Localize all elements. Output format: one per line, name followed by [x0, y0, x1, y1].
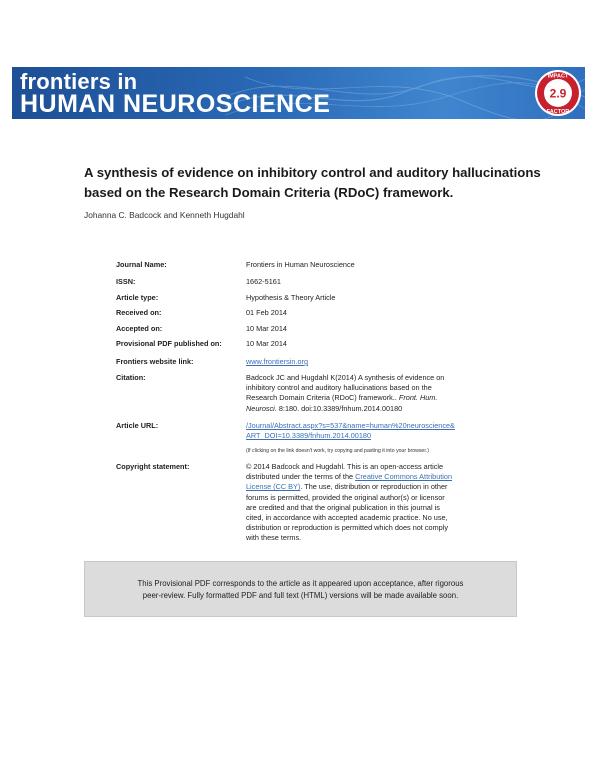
meta-value: 10 Mar 2014 — [246, 339, 287, 348]
meta-label: ISSN: — [116, 277, 136, 286]
copyright-line-3: . The use, distribution or reproduction in other — [300, 482, 448, 492]
brand-name-top: frontiers in — [20, 69, 138, 94]
impact-label-top: IMPACT — [547, 73, 569, 80]
citation-text — [246, 373, 491, 414]
meta-label: Journal Name: — [116, 260, 167, 269]
meta-value: Hypothesis & Theory Article — [246, 293, 336, 302]
article-title-line-1: A synthesis of evidence on inhibitory control and auditory hallucinations — [84, 165, 541, 180]
copyright-text — [246, 462, 491, 544]
copyright-line-4: forums is permitted, provided the original author(s) or licensor — [246, 492, 445, 502]
article-title — [84, 163, 574, 203]
cc-license-link-2[interactable]: License (CC BY) — [246, 482, 301, 492]
journal-banner — [12, 67, 585, 119]
meta-value: Frontiers in Human Neuroscience — [246, 260, 355, 269]
meta-label: Article type: — [116, 293, 159, 302]
meta-label: Accepted on: — [116, 324, 163, 333]
cc-license-link[interactable]: Creative Commons Attribution — [355, 472, 453, 482]
meta-label: Frontiers website link: — [116, 357, 194, 366]
meta-label: Copyright statement: — [116, 462, 190, 471]
article-url-link-line-1[interactable]: /Journal/Abstract.aspx?s=537&name=human%20neuroscience& — [246, 421, 455, 430]
brand-name-bottom: HUMAN NEUROSCIENCE — [20, 90, 331, 118]
website-link[interactable]: www.frontiersin.org — [246, 357, 309, 366]
citation-journal-italic: Front. Hum. — [398, 393, 438, 403]
citation-line-2: inhibitory control and auditory hallucinations based on the — [246, 383, 432, 393]
impact-factor-badge — [533, 68, 583, 118]
impact-label-bottom: FACTOR — [546, 109, 570, 115]
meta-value: 1662-5161 — [246, 277, 281, 286]
notice-line-2: peer-review. Fully formatted PDF and full text (HTML) versions will be made available soon. — [142, 591, 459, 600]
meta-value: 01 Feb 2014 — [246, 308, 287, 317]
copyright-line-1: © 2014 Badcock and Hugdahl. This is an open-access article — [246, 462, 444, 471]
impact-value: 2.9 — [549, 86, 567, 101]
copyright-line-6: cited, in accordance with accepted academic practice. No use, — [246, 513, 448, 523]
citation-line-3: Research Domain Criteria (RDoC) framework.. — [246, 393, 399, 403]
meta-value: 10 Mar 2014 — [246, 324, 287, 333]
article-url-link-line-2[interactable]: ART_DOI=10.3389/fnhum.2014.00180 — [246, 431, 372, 441]
provisional-pdf-notice — [84, 561, 517, 617]
copyright-line-5: are credited and that the original publication in this journal is — [246, 502, 440, 512]
article-url-note: (If clicking on the link doesn't work, try copying and pasting it into your browser.) — [246, 448, 429, 455]
meta-label: Citation: — [116, 373, 146, 382]
copyright-line-7: distribution or reproduction is permitted which does not comply — [246, 523, 448, 533]
meta-label: Received on: — [116, 308, 162, 317]
article-authors: Johanna C. Badcock and Kenneth Hugdahl — [84, 210, 245, 220]
citation-journal-italic-2: Neurosci. — [246, 403, 277, 413]
citation-line-4: 8:180. doi:10.3389/fnhum.2014.00180 — [276, 403, 403, 413]
citation-line-1: Badcock JC and Hugdahl K(2014) A synthesis of evidence on — [246, 373, 445, 382]
copyright-line-2: distributed under the terms of the — [246, 472, 356, 482]
meta-label: Article URL: — [116, 421, 159, 430]
article-title-line-2: based on the Research Domain Criteria (RDoC) framework. — [84, 185, 454, 200]
meta-label: Provisional PDF published on: — [116, 339, 222, 348]
copyright-line-8: with these terms. — [246, 533, 302, 543]
article-url — [246, 421, 491, 457]
notice-line-1: This Provisional PDF corresponds to the article as it appeared upon acceptance, after rigorous — [137, 579, 464, 588]
